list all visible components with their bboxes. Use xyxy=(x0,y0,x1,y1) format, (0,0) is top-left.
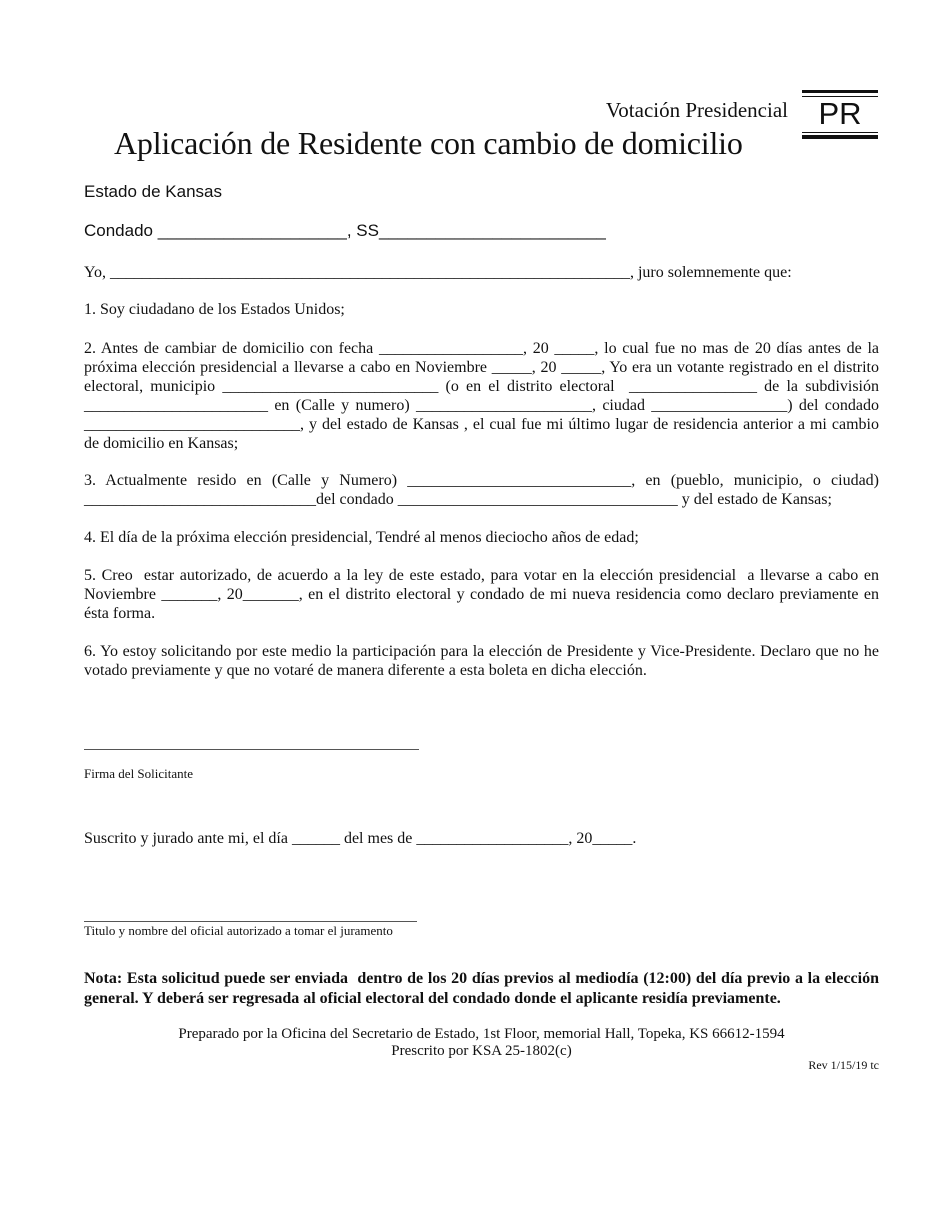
state-line: Estado de Kansas xyxy=(84,182,222,201)
item-application: 6. Yo estoy solicitando por este medio la participación para la elección de Presidente y Vice-Presidente. Declaro que no he votado previamente y que no votaré de manera diferente a esta boleta en dicha elección. xyxy=(84,643,883,679)
signature-line[interactable] xyxy=(84,749,419,750)
item-authorization: 5. Creo estar autorizado, de acuerdo a la ley de este estado, para votar en la elección presidencial a llevarse a cabo en Noviembre _______, 20_______, en el distrito electoral y condado de mi nueva residencia como declaro previamente en ésta forma. xyxy=(84,567,883,622)
prepared-by: Preparado por la Oficina del Secretario de Estado, 1st Floor, memorial Hall, Topeka, KS 66612-1594 xyxy=(178,1026,785,1042)
submission-note: Nota: Esta solicitud puede ser enviada dentro de los 20 días previos al mediodía (12:00) del día previo a la elección general. Y deberá ser regresada al oficial electoral del condado donde el aplicante residía previamente. xyxy=(84,970,883,1007)
oath-line: Yo, _________________________________________________________________, juro solemnemente que: xyxy=(84,264,792,281)
badge-bottom-rule-thick xyxy=(802,135,878,139)
prescribed-by: Prescrito por KSA 25-1802(c) xyxy=(391,1043,572,1059)
item-current-residence: 3. Actualmente resido en (Calle y Numero) ____________________________, en (pueblo, municipio, o ciudad) _____________________________del condado ___________________________________ y del estado de Kansas; xyxy=(84,472,883,508)
badge-top-rule-thick xyxy=(802,90,878,93)
sworn-line: Suscrito y jurado ante mi, el día ______ del mes de ___________________, 20_____. xyxy=(84,830,637,847)
signature-label: Firma del Solicitante xyxy=(84,766,194,781)
form-code: PR xyxy=(818,96,862,131)
county-line: Condado ____________________, SS________________________ xyxy=(84,221,606,240)
revision-date: Rev 1/15/19 tc xyxy=(808,1058,879,1072)
item-age: 4. El día de la próxima elección presidencial, Tendré al menos dieciocho años de edad; xyxy=(84,529,639,546)
form-code-badge xyxy=(802,90,878,140)
official-label: Titulo y nombre del oficial autorizado a tomar el juramento xyxy=(84,923,393,938)
item-previous-residence: 2. Antes de cambiar de domicilio con fecha __________________, 20 _____, lo cual fue no mas de 20 días antes de la próxima elección presidencial a llevarse a cabo en Noviembre _____, 20 _____, Yo era un votante registrado en el distrito electoral, municipio ___________________________ (o en el distrito electoral ________________ de la subdivisión _______________________ en (Calle y numero) ______________________, ciudad _________________) del condado ___________________________, y del estado de Kansas , el cual fue mi último lugar de residencia anterior a mi cambio de domicilio en Kansas; xyxy=(84,340,883,452)
badge-bottom-rule-thin xyxy=(802,132,878,133)
form-subtitle: Votación Presidencial xyxy=(605,98,788,122)
form-title: Aplicación de Residente con cambio de domicilio xyxy=(114,125,743,161)
item-citizen: 1. Soy ciudadano de los Estados Unidos; xyxy=(84,301,345,318)
official-signature-line[interactable] xyxy=(84,921,417,922)
